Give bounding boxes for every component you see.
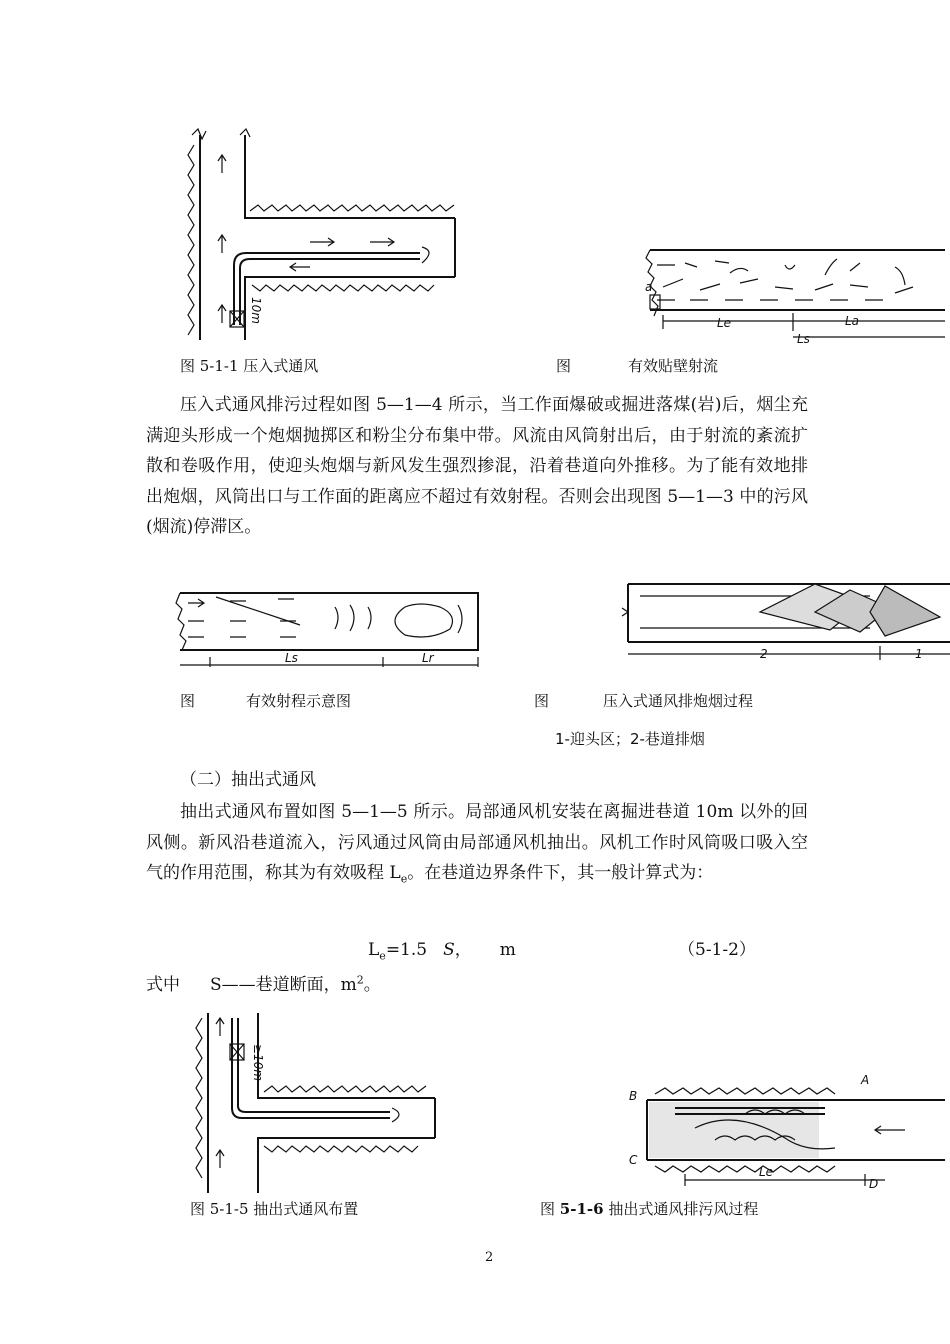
formula-le: [368, 935, 516, 962]
where-def: S——巷道断面，m: [210, 975, 357, 995]
formula-comma: ，: [454, 940, 472, 960]
fig6-caption-prefix: 图: [540, 1200, 556, 1218]
figure-forced-ventilation-layout: [170, 125, 470, 360]
fig6-label-le: Le: [759, 1165, 774, 1179]
fig6-caption-title: 抽出式通风排污风过程: [608, 1200, 759, 1218]
fig1-caption: 图 5-1-1 压入式通风: [180, 357, 319, 375]
fig2-caption-prefix: 图: [556, 357, 572, 375]
page-number: 2: [485, 1250, 494, 1265]
fig3-caption-title: 有效射程示意图: [246, 692, 352, 710]
fig4-label-2: 2: [760, 647, 768, 661]
fig2-label-ls: Ls: [797, 332, 810, 346]
where-label: 式中: [146, 975, 180, 995]
p2-sub: e: [400, 872, 408, 886]
figure-dirty-air-removal: [625, 1073, 950, 1200]
fig4-label-1: 1: [915, 647, 923, 661]
fig6-label-b: B: [629, 1089, 638, 1103]
formula-number: （5-1-2）: [678, 940, 756, 960]
where-sup: 2: [356, 973, 364, 987]
formula-sub: e: [379, 949, 386, 963]
paragraph-forced-ventilation: 压入式通风排污过程如图 5—1—4 所示，当工作面爆破或掘进落煤(岩)后，烟尘充满迎头形成一个炮烟抛掷区和粉尘分布集中带。风流由风筒射出后，由于射流的紊流扩散和卷吸作用，使迎头炮烟与新风发生强烈掺混，沿着巷道向外推移。为了能有效地排出炮烟，风筒出口与工作面的距离应不超过有效射程。否则会出现图 5—1—3 中的污风(烟流)停滞区。: [146, 395, 808, 537]
fig5-caption: 图 5-1-5 抽出式通风布置: [190, 1200, 359, 1218]
paragraph-exhaust-ventilation: [146, 797, 808, 895]
figure-smoke-removal: [620, 572, 950, 662]
fig5-distance-label: ≥10m: [251, 1044, 265, 1082]
fig4-legend: 1-迎头区；2-巷道排烟: [555, 730, 705, 748]
p2-tail: 。在巷道边界条件下，其一般计算式为：: [407, 863, 714, 883]
fig6-caption: [540, 1198, 758, 1219]
fig6-caption-number: 5-1-6: [559, 1200, 604, 1218]
p2-text: 抽出式通风布置如图 5—1—5 所示。局部通风机安装在离掘进巷道 10m 以外的回风侧。新风沿巷道流入，污风通过风筒由局部通风机抽出。风机工作时风筒吸口吸入空气的作用范围，称其为有效吸程: [146, 802, 808, 883]
section-title-exhaust-ventilation: （二）抽出式通风: [180, 770, 316, 790]
figure-exhaust-ventilation-layout: [180, 1008, 445, 1198]
formula-s: S: [443, 940, 455, 960]
formula-var: L: [368, 940, 380, 960]
fig4-caption-title: 压入式通风排炮烟过程: [603, 692, 754, 710]
fig6-label-d: D: [869, 1177, 879, 1191]
where-end: 。: [363, 975, 381, 995]
figure-wall-jet: [645, 245, 950, 345]
fig2-label-le: Le: [717, 316, 732, 330]
p2-var: L: [389, 863, 401, 883]
formula-coef: =1.5: [385, 940, 428, 960]
fig2-label-la: La: [845, 314, 860, 328]
fig4-caption-prefix: 图: [534, 692, 550, 710]
fig3-label-ls: Ls: [285, 651, 298, 665]
formula-where: [146, 970, 381, 995]
fig3-label-lr: Lr: [422, 651, 434, 665]
formula-unit: m: [499, 940, 516, 960]
fig2-label-a: a: [645, 280, 653, 294]
fig6-label-c: C: [629, 1153, 638, 1167]
fig3-caption-prefix: 图: [180, 692, 196, 710]
fig6-label-a: A: [861, 1073, 870, 1087]
figure-effective-range: [170, 575, 485, 670]
fig2-caption-title: 有效贴壁射流: [628, 357, 719, 375]
fig1-distance-label: 10m: [249, 297, 263, 324]
